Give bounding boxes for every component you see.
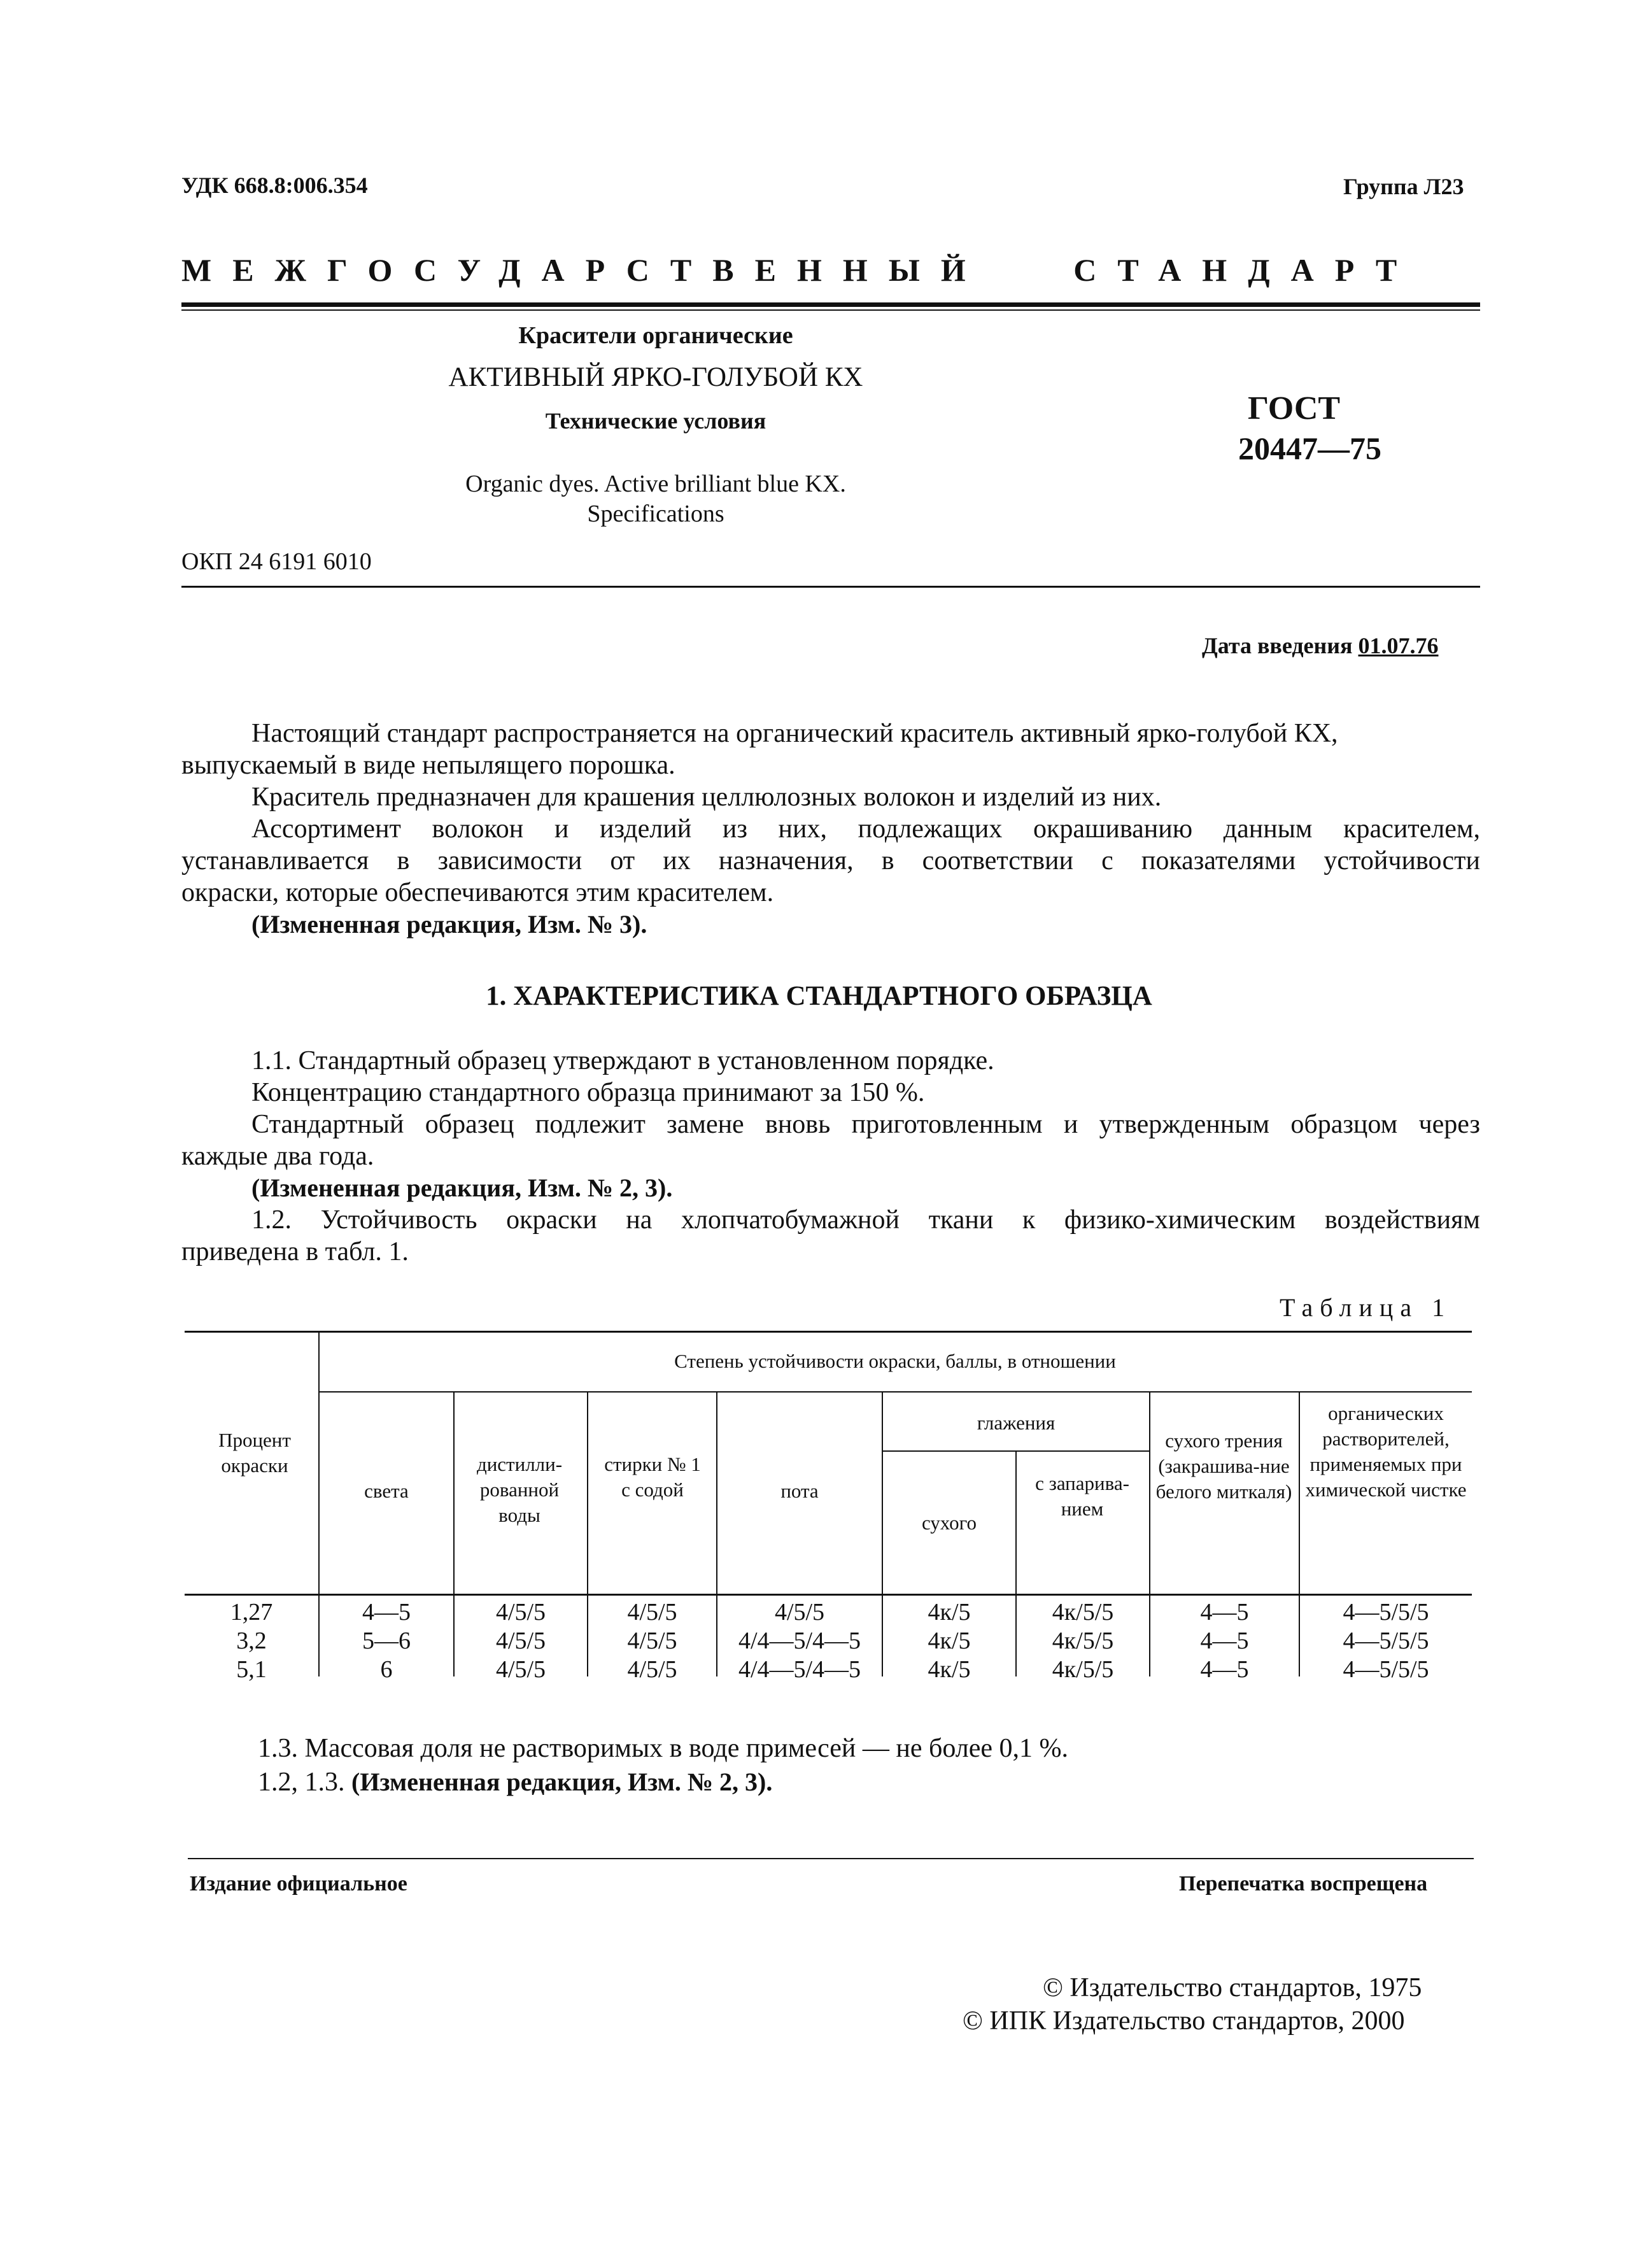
col-percent-header: Процент окраски	[218, 1429, 291, 1477]
para-1-1-concentration: Концентрацию стандартного образца принимают за 150 %.	[251, 1078, 925, 1107]
intro-amendment: (Измененная редакция, Изм. № 3).	[251, 910, 647, 939]
amendment-text: (Измененная редакция, Изм. № 2, 3).	[351, 1768, 773, 1796]
cell-wash: 4/5/5	[627, 1599, 677, 1626]
cell-iron-steam: 4к/5/5	[1052, 1627, 1114, 1654]
col-rub-header: сухого трения (закрашива-ние белого миткаля)	[1155, 1429, 1292, 1503]
group-header: Степень устойчивости окраски, баллы, в отношении	[674, 1350, 1116, 1372]
table-caption: Таблица 1	[1280, 1293, 1452, 1322]
cell-iron-dry: 4к/5	[928, 1656, 971, 1683]
para-1-1-amendment: (Измененная редакция, Изм. № 2, 3).	[251, 1173, 673, 1202]
cell-iron-dry: 4к/5	[928, 1599, 971, 1626]
title-spec: Технические условия	[545, 408, 766, 434]
gost-label: ГОСТ	[1248, 390, 1341, 427]
footer-rule	[188, 1858, 1474, 1859]
cell-sweat: 4/4—5/4—5	[738, 1627, 861, 1654]
cell-iron-dry: 4к/5	[928, 1627, 971, 1654]
cell-wash: 4/5/5	[627, 1627, 677, 1654]
cell-sweat: 4/4—5/4—5	[738, 1656, 861, 1683]
cell-light: 5—6	[362, 1627, 411, 1654]
cell-percent: 5,1	[236, 1656, 267, 1683]
cell-solvent: 4—5/5/5	[1343, 1599, 1429, 1626]
cell-light: 4—5	[362, 1599, 411, 1626]
cell-iron-steam: 4к/5/5	[1052, 1599, 1114, 1626]
standard-banner: МЕЖГОСУДАРСТВЕННЫЙ СТАНДАРТ	[181, 252, 1418, 288]
date-label: Дата введения	[1202, 633, 1353, 658]
intro-p3c: окраски, которые обеспечиваются этим красителем.	[181, 878, 774, 907]
table-ironing-rule	[882, 1450, 1149, 1452]
cell-wash: 4/5/5	[627, 1656, 677, 1683]
reprint-prohibited: Перепечатка воспрещена	[1179, 1872, 1428, 1896]
cell-water: 4/5/5	[495, 1599, 546, 1626]
title-english-1: Organic dyes. Active brilliant blue KX.	[465, 471, 846, 497]
cell-rub: 4—5	[1200, 1656, 1249, 1683]
para-1-2b: приведена в табл. 1.	[181, 1237, 409, 1266]
col-iron-dry-header: сухого	[921, 1512, 977, 1534]
cell-water: 4/5/5	[495, 1627, 546, 1654]
col-light-header: света	[364, 1480, 409, 1502]
cell-solvent: 4—5/5/5	[1343, 1656, 1429, 1683]
para-1-3: 1.3. Массовая доля не растворимых в воде примесей — не более 0,1 %.	[258, 1734, 1069, 1763]
intro-p3a: Ассортимент волокон и изделий из них, подлежащих окрашиванию данным красителем,	[251, 814, 1480, 844]
cell-iron-steam: 4к/5/5	[1052, 1656, 1114, 1683]
cell-percent: 3,2	[236, 1627, 267, 1654]
intro-p3b: устанавливается в зависимости от их назначения, в соответствии с показателями устойчивости	[181, 846, 1480, 875]
group-code: Группа Л23	[1343, 174, 1464, 199]
table-vline	[318, 1333, 320, 1676]
intro-p1a: Настоящий стандарт распространяется на органический краситель активный ярко-голубой КХ,	[251, 719, 1338, 748]
copyright-1975: © Издательство стандартов, 1975	[1043, 1973, 1422, 2002]
gost-number: 20447—75	[1238, 430, 1381, 466]
official-edition: Издание официальное	[190, 1872, 407, 1896]
intro-p1b: выпускаемый в виде непылящего порошка.	[181, 751, 675, 780]
title-english-2: Specifications	[587, 500, 724, 527]
copyright-2000: © ИПК Издательство стандартов, 2000	[963, 2006, 1405, 2036]
para-1-3-amendment	[258, 1767, 772, 1797]
date-value: 01.07.76	[1358, 633, 1439, 658]
cell-rub: 4—5	[1200, 1627, 1249, 1654]
title-category: Красители органические	[518, 322, 793, 349]
section-heading: 1. ХАРАКТЕРИСТИКА СТАНДАРТНОГО ОБРАЗЦА	[486, 981, 1152, 1011]
col-water-header: дистилли-рованной воды	[476, 1453, 563, 1526]
cell-light: 6	[380, 1656, 393, 1683]
para-1-1-replacement-a: Стандартный образец подлежит замене вновь приготовленным и утвержденным образцом через	[251, 1110, 1480, 1139]
intro-p2: Краситель предназначен для крашения целлюлозных волокон и изделий из них.	[251, 783, 1162, 812]
cell-water: 4/5/5	[495, 1656, 546, 1683]
ironing-header: глажения	[977, 1412, 1056, 1434]
okp-code: ОКП 24 6191 6010	[181, 548, 372, 575]
amendment-prefix: 1.2, 1.3.	[258, 1768, 345, 1797]
cell-solvent: 4—5/5/5	[1343, 1627, 1429, 1654]
table-group-rule	[318, 1391, 1472, 1393]
col-iron-steam-header: с запарива-нием	[1035, 1472, 1129, 1520]
para-1-2a: 1.2. Устойчивость окраски на хлопчатобумажной ткани к физико-химическим воздействиям	[251, 1205, 1480, 1235]
col-solvent-header: органических растворителей, применяемых при химической чистке	[1305, 1402, 1467, 1501]
col-sweat-header: пота	[780, 1480, 819, 1502]
col-wash-header: стирки № 1 с содой	[604, 1453, 701, 1501]
cell-percent: 1,27	[230, 1599, 273, 1626]
cell-sweat: 4/5/5	[774, 1599, 825, 1626]
para-1-1-replacement-b: каждые два года.	[181, 1142, 374, 1171]
cell-rub: 4—5	[1200, 1599, 1249, 1626]
para-1-1: 1.1. Стандартный образец утверждают в установленном порядке.	[251, 1046, 994, 1075]
title-product: АКТИВНЫЙ ЯРКО-ГОЛУБОЙ КХ	[448, 362, 863, 392]
udk-code: УДК 668.8:006.354	[181, 173, 368, 198]
